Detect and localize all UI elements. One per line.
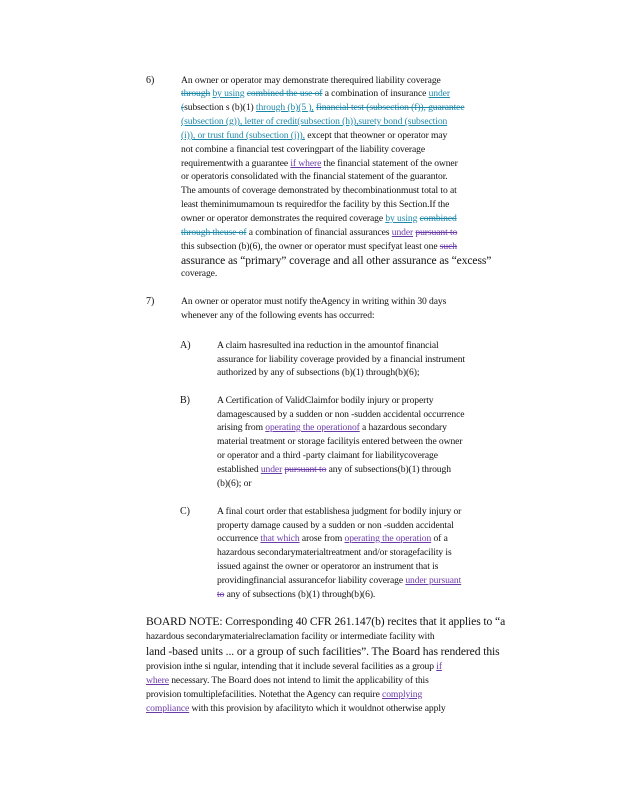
deleted-text: pursuant to: [415, 227, 458, 238]
text-run: An owner or operator must notify theAgency in writing within 30 days: [181, 296, 447, 307]
text-run: the financial statement of the owner: [321, 158, 458, 169]
text-line: [217, 520, 454, 532]
text-run: The amounts of coverage demonstrated by thecombinationmust total to at: [181, 185, 457, 196]
text-run: or operator and a third -party claimant for liabilitycoverage: [217, 450, 438, 461]
text-line: [146, 661, 442, 673]
text-run: or operatoris consolidated with the financial statement of the guarantor.: [181, 171, 448, 182]
text-line: [181, 199, 449, 211]
text-run: any of subsections (b)(1) through(b)(6).: [224, 589, 376, 600]
text-line: [146, 689, 422, 701]
inserted-text: operating the operationof: [265, 422, 360, 433]
text-run: assurance as “primary” coverage and all other assurance as “excess”: [181, 254, 492, 267]
text-run: A final court order that establishesa judgment for bodily injury or: [217, 506, 462, 517]
inserted-text: where: [146, 675, 169, 686]
text-run: not combine a financial test coveringpart of the liability coverage: [181, 144, 425, 155]
text-line: [181, 185, 457, 197]
text-run: established: [217, 464, 261, 475]
text-line: [181, 310, 374, 322]
text-run: a combination of insurance: [322, 88, 429, 99]
text-line: [146, 645, 500, 659]
text-run: property damage caused by a sudden or non -sudden accidental: [217, 520, 454, 531]
inserted-text: under pursuant: [405, 575, 462, 586]
text-run: issued against the owner or operatoror an instrument that is: [217, 561, 439, 572]
text-line: [217, 478, 251, 490]
text-line: [181, 144, 425, 156]
deleted-text: combined: [419, 213, 457, 224]
inserted-text: under: [428, 88, 450, 99]
text-run: An owner or operator may demonstrate therequired liability coverage: [181, 75, 441, 86]
text-line: [181, 88, 450, 100]
text-line: [217, 354, 465, 366]
text-line: [217, 340, 439, 352]
text-run: provision tomultiplefacilities. Notethat the Agency can require: [146, 689, 383, 700]
inserted-text: under: [260, 464, 283, 475]
text-line: [217, 422, 447, 434]
text-line: [217, 589, 375, 601]
subsection-letter: A): [180, 340, 191, 351]
text-run: with this provision by afacilityto which it wouldnot otherwise apply: [189, 703, 446, 714]
text-run: this subsection (b)(6), the owner or operator must specifyat least one: [181, 241, 440, 252]
inserted-text: by using: [212, 88, 245, 99]
text-run: providingfinancial assurancefor liability coverage: [217, 575, 406, 586]
text-run: whenever any of the following events has occurred:: [181, 310, 375, 321]
inserted-text: that which: [260, 533, 300, 544]
text-run: necessary. The Board does not intend to limit the applicability of this: [168, 675, 429, 686]
text-line: [146, 631, 435, 643]
text-line: [181, 75, 441, 87]
subsection-letter: B): [180, 395, 190, 406]
text-line: [181, 241, 457, 253]
section-number: 6): [146, 75, 155, 86]
text-line: [217, 450, 438, 462]
text-run: a hazardous secondary: [359, 422, 447, 433]
text-run: (b)(6); or: [217, 478, 252, 489]
deleted-text: (: [181, 102, 185, 113]
text-run: a combination of financial assurances: [246, 227, 392, 238]
inserted-text: if: [436, 661, 442, 672]
inserted-text: through (b)(5 ),: [255, 102, 314, 113]
text-run: arising from: [217, 422, 266, 433]
deleted-text: through theuse of: [181, 227, 247, 238]
text-run: owner or operator demonstrates the required coverage: [181, 213, 386, 224]
text-run: except that theowner or operator may: [304, 130, 448, 141]
text-line: [181, 158, 458, 170]
deleted-text: through: [181, 88, 211, 99]
inserted-text: compliance: [146, 703, 190, 714]
deleted-text: to: [217, 589, 225, 600]
text-line: [146, 615, 505, 629]
text-line: [217, 533, 448, 545]
text-run: coverage.: [181, 268, 218, 279]
text-run: land -based units ... or a group of such facilities”. The Board has rendered this: [146, 645, 500, 658]
text-line: [217, 367, 419, 379]
text-line: [217, 436, 462, 448]
text-line: [217, 409, 464, 421]
text-run: arose from: [299, 533, 345, 544]
inserted-text: if where: [290, 158, 322, 169]
text-line: [181, 171, 448, 183]
inserted-text: operating the operation: [344, 533, 432, 544]
text-line: [181, 227, 457, 239]
deleted-text: such: [439, 241, 457, 252]
text-run: requirementwith a guarantee: [181, 158, 291, 169]
text-line: [217, 561, 438, 573]
text-run: material treatment or storage facilityis entered between the owner: [217, 436, 463, 447]
deleted-text: financial test (subsection (f)), guarantee: [316, 102, 465, 113]
text-line: [181, 254, 491, 268]
text-line: [181, 130, 447, 142]
text-run: hazardous secondarymaterialtreatment and/or storagefacility is: [217, 547, 452, 558]
text-line: [181, 102, 465, 114]
text-line: [217, 395, 434, 407]
deleted-text: pursuant to: [284, 464, 327, 475]
deleted-text: combined the use of: [246, 88, 323, 99]
text-run: subsection s (b)(1): [184, 102, 256, 113]
text-line: [217, 464, 451, 476]
text-run: of a: [431, 533, 448, 544]
inserted-text: complying: [382, 689, 423, 700]
text-run: least theminimumamoun ts requiredfor the facility by this Section.If the: [181, 199, 450, 210]
text-run: assurance for liability coverage provided by a financial instrument: [217, 354, 465, 365]
text-line: [217, 547, 452, 559]
text-line: [217, 506, 461, 518]
text-run: A Certification of ValidClaimfor bodily injury or property: [217, 395, 434, 406]
text-line: [181, 268, 217, 280]
inserted-text: (subsection (g)), letter of credit(subsection (h)),surety bond (subsection: [181, 116, 448, 127]
text-run: any of subsections(b)(1) through: [326, 464, 451, 475]
inserted-text: (i)), or trust fund (subsection (j)),: [181, 130, 305, 141]
text-line: [181, 213, 457, 225]
text-run: provision inthe si ngular, intending that it include several facilities as a group: [146, 661, 437, 672]
text-line: [181, 116, 447, 128]
text-run: damagescaused by a sudden or non -sudden accidental occurrence: [217, 409, 465, 420]
section-number: 7): [146, 296, 155, 307]
text-line: [146, 675, 429, 687]
text-run: hazardous secondarymaterialreclamation facility or intermediate facility with: [146, 631, 435, 642]
text-run: occurrence: [217, 533, 261, 544]
text-line: [181, 296, 446, 308]
text-line: [146, 703, 446, 715]
text-line: [217, 575, 461, 587]
text-run: authorized by any of subsections (b)(1) through(b)(6);: [217, 367, 420, 378]
text-run: BOARD NOTE: Corresponding 40 CFR 261.147(b) recites that it applies to “a: [146, 615, 506, 628]
text-run: A claim hasresulted ina reduction in the amountof financial: [217, 340, 439, 351]
inserted-text: by using: [385, 213, 418, 224]
inserted-text: under: [391, 227, 414, 238]
subsection-letter: C): [180, 506, 190, 517]
